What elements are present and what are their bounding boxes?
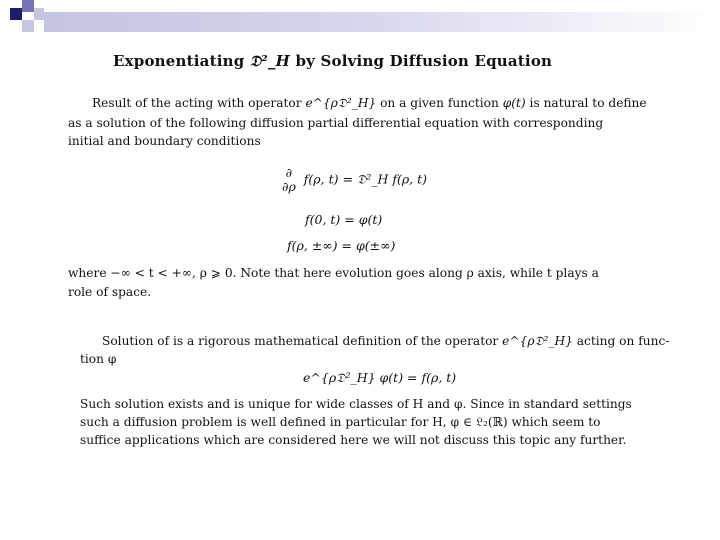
- decor-square: [22, 20, 34, 32]
- slide-title: [113, 52, 552, 70]
- equation-body: f(ρ, t) = 𝔇²_H f(ρ, t): [303, 171, 428, 187]
- partial-derivative-fraction: [282, 166, 296, 194]
- fraction-numerator: ∂: [285, 165, 293, 180]
- solution-equation: e^{ρ𝔇²_H} φ(t) = f(ρ, t): [303, 370, 457, 385]
- paragraph-1-line-1: [92, 95, 647, 112]
- diffusion-equation: [282, 166, 427, 194]
- paragraph-2-line-2: role of space.: [68, 285, 152, 299]
- paragraph-3-line-2: tion φ: [80, 352, 117, 366]
- decor-square: [10, 8, 22, 20]
- paragraph-1-line-3: initial and boundary conditions: [68, 134, 261, 148]
- initial-condition: f(0, t) = φ(t): [305, 212, 383, 227]
- operator-exponential: e^{ρ𝔇²_H}: [502, 334, 573, 348]
- operator-exponential: e^{ρ𝔇²_H}: [305, 96, 377, 110]
- text: Solution of is a rigorous mathematical definition of the operator: [102, 334, 499, 348]
- paragraph-4-line-2: such a diffusion problem is well defined in particular for H, φ ∈ 𝔏₂(ℝ) which seem to: [80, 415, 601, 429]
- paragraph-4-line-3: suffice applications which are considered here we will not discuss this topic any further.: [80, 433, 627, 447]
- text: acting on func-: [576, 334, 670, 348]
- paragraph-2-line-1: where −∞ < t < +∞, ρ ⩾ 0. Note that here evolution goes along ρ axis, while t plays a: [68, 266, 599, 280]
- header-gradient-bar: [44, 12, 720, 32]
- decor-square: [34, 8, 44, 20]
- title-prefix: Exponentiating: [113, 52, 245, 70]
- decor-square: [22, 0, 34, 12]
- text: is natural to define: [529, 96, 647, 110]
- fraction-denominator: ∂ρ: [282, 179, 296, 194]
- header-decoration: [0, 0, 720, 40]
- title-suffix: by Solving Diffusion Equation: [295, 52, 553, 70]
- paragraph-1-line-2: as a solution of the following diffusion partial differential equation with corresponding: [68, 116, 604, 130]
- function-symbol: φ(t): [502, 96, 526, 110]
- boundary-condition: f(ρ, ±∞) = φ(±∞): [287, 238, 396, 253]
- title-operator: 𝔇²_H: [249, 52, 291, 70]
- paragraph-3-line-1: [102, 333, 669, 350]
- text: on a given function: [380, 96, 499, 110]
- paragraph-4-line-1: Such solution exists and is unique for wide classes of H and φ. Since in standard settings: [80, 397, 632, 411]
- text: Result of the acting with operator: [92, 96, 302, 110]
